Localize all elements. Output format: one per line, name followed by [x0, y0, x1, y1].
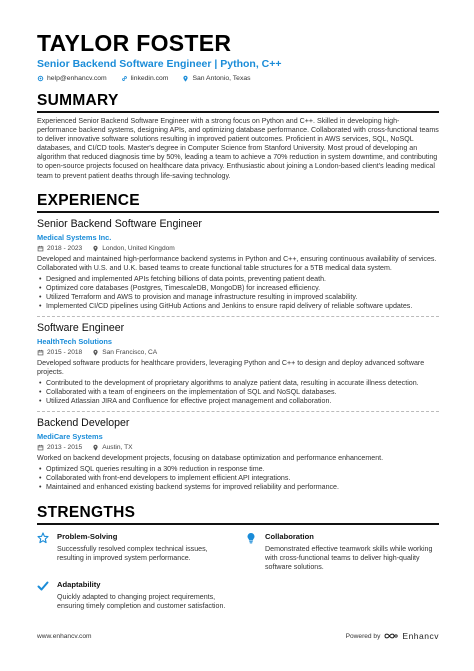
job-description: Developed software products for healthcare providers, leveraging Python and C++ to design and deploy advanced software projects. — [37, 358, 425, 376]
job-location: Austin, TX — [102, 443, 133, 451]
contact-email[interactable] — [37, 75, 107, 82]
location-pin-icon — [92, 444, 99, 451]
contact-linkedin[interactable] — [121, 75, 169, 82]
calendar-icon — [37, 349, 44, 356]
strength-description: Quickly adapted to changing project requirements, ensuring timely completion and customer satisfaction. — [57, 592, 226, 610]
location-pin-icon — [92, 245, 99, 252]
star-outline-icon — [37, 532, 49, 544]
job-dates: 2018 - 2023 — [47, 244, 83, 252]
powered-by — [346, 631, 439, 641]
job-bullet: • Optimized SQL queries resulting in a 30% reduction in response time. — [37, 465, 439, 474]
job-title: Senior Backend Software Engineer — [37, 217, 202, 230]
contact-bar — [37, 75, 439, 82]
job-divider — [37, 316, 439, 317]
job-dates: 2013 - 2015 — [47, 443, 83, 451]
job-bullets — [37, 275, 439, 311]
job-meta — [37, 245, 439, 253]
company-name: HealthTech Solutions — [37, 336, 113, 346]
job-entry — [37, 218, 439, 317]
job-bullet: • Designed and implemented APIs fetching billions of data points, preventing patient death. — [37, 275, 439, 284]
location-pin-icon — [182, 75, 189, 82]
strength-item — [37, 532, 231, 572]
strength-item — [245, 532, 439, 572]
job-description: Developed and maintained high-performance backend systems in Python and C++, ensuring continuous availability of services. Collaborated with U.S. and U.K. based teams to create functional table structures for a 5TB medical data system. — [37, 254, 437, 272]
linkedin-text: linkedin.com — [130, 75, 169, 82]
job-meta — [37, 444, 439, 452]
enhancv-logo-icon — [384, 632, 398, 640]
company-name: MediCare Systems — [37, 431, 103, 441]
company-name: Medical Systems Inc. — [37, 232, 112, 242]
job-bullet: • Collaborated with a team of engineers on the implementation of SQL and NoSQL databases. — [37, 388, 439, 397]
link-icon — [121, 75, 128, 82]
job-bullets — [37, 465, 439, 492]
email-icon — [37, 75, 44, 82]
strength-description: Successfully resolved complex technical issues, resulting in improved system performance. — [57, 544, 208, 562]
strength-name: Problem-Solving — [57, 531, 118, 541]
job-divider — [37, 411, 439, 412]
job-bullet: • Collaborated with front-end developers to implement efficient API integrations. — [37, 474, 439, 483]
job-bullet: • Implemented CI/CD pipelines using GitHub Actions and Jenkins to ensure rapid delivery of reliable software updates. — [37, 302, 439, 311]
job-bullets — [37, 379, 439, 406]
job-bullet: • Contributed to the development of proprietary algorithms to analyze patient data, resulting in accurate illness detection. — [37, 379, 439, 388]
summary-text: Experienced Senior Backend Software Engineer with a strong focus on Python and C++. Skilled in developing high-performance backend systems, designing APIs, and optimizing database performance. Collaborated with cross-functional teams to deliver innovative software solutions resulting in improved patient outcomes. Proficient in AWS services, SQL, NoSQL databases, and CI/CD tools. Master's degree in Computer Science from Stanford University. Most proud of developing an algorithm that reduced diagnosis time by 50%, leading a team to achieve a 70% reduction in system downtime, and contributing to open-source projects focused on healthcare data privacy. Enthusiastic about joining a London-based client's leading medical team to prevent patient deaths through life-saving technology. — [37, 117, 439, 180]
checkmark-icon — [37, 580, 49, 592]
page-footer — [37, 631, 439, 641]
strength-item — [37, 580, 231, 611]
calendar-icon — [37, 245, 44, 252]
strength-name: Adaptability — [57, 579, 101, 589]
job-meta — [37, 349, 439, 357]
summary-heading: SUMMARY — [37, 92, 439, 113]
strength-name: Collaboration — [265, 531, 314, 541]
brand-name: Enhancv — [402, 631, 439, 641]
strengths-heading: STRENGTHS — [37, 504, 439, 525]
strength-description: Demonstrated effective teamwork skills while working with cross-functional teams to deliver high-quality software solutions. — [265, 544, 433, 571]
location-text: San Antonio, Texas — [192, 75, 251, 82]
footer-website-link[interactable]: www.enhancv.com — [37, 632, 92, 640]
job-title: Software Engineer — [37, 321, 125, 334]
job-bullet: • Utilized Terraform and AWS to provision and manage infrastructure resulting in improved scalability. — [37, 293, 439, 302]
contact-location — [182, 75, 250, 82]
candidate-headline: Senior Backend Software Engineer | Python, C++ — [37, 58, 282, 70]
job-entry — [37, 417, 439, 492]
lightbulb-icon — [245, 532, 257, 544]
job-title: Backend Developer — [37, 416, 130, 429]
calendar-icon — [37, 444, 44, 451]
candidate-name: TAYLOR FOSTER — [37, 30, 232, 56]
location-pin-icon — [92, 349, 99, 356]
job-bullet: • Optimized core databases (Postgres, TimescaleDB, MongoDB) for increased efficiency. — [37, 284, 439, 293]
job-location: London, United Kingdom — [102, 244, 175, 252]
job-description: Worked on backend development projects, focusing on database optimization and performance enhancement. — [37, 453, 384, 462]
powered-by-label: Powered by — [345, 632, 381, 640]
strengths-grid — [37, 532, 439, 611]
email-text: help@enhancv.com — [47, 75, 107, 82]
experience-heading: EXPERIENCE — [37, 192, 439, 213]
job-dates: 2015 - 2018 — [47, 348, 83, 356]
job-bullet: • Utilized Atlassian JIRA and Confluence for effective project management and collaboration. — [37, 397, 439, 406]
job-entry — [37, 322, 439, 412]
job-bullet: • Maintained and enhanced existing backend systems for improved reliability and performance. — [37, 483, 439, 492]
job-location: San Francisco, CA — [102, 348, 158, 356]
